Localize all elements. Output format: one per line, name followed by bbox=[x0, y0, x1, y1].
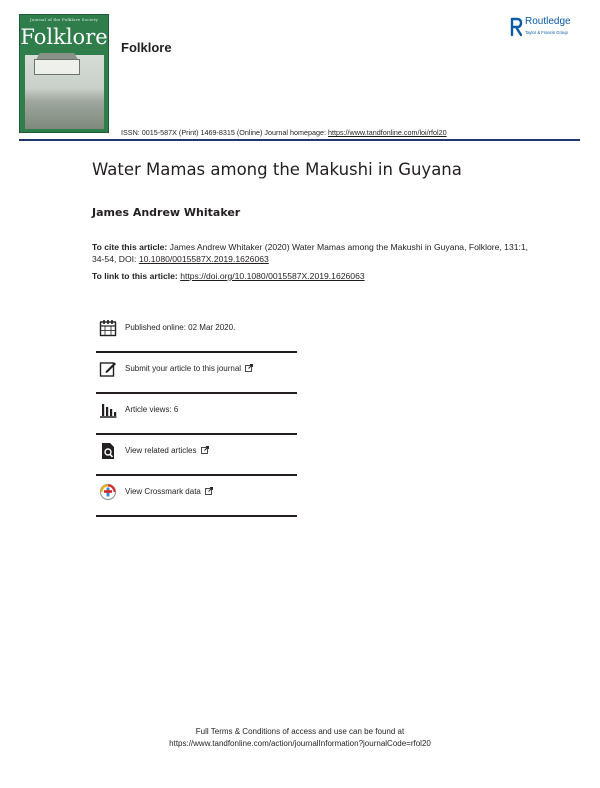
calendar-icon bbox=[99, 319, 117, 337]
article-title: Water Mamas among the Makushi in Guyana bbox=[92, 160, 462, 179]
article-views: Article views: 6 bbox=[125, 405, 179, 414]
related-articles-link[interactable] bbox=[125, 446, 209, 455]
issn-text: ISSN: 0015-587X (Print) 1469-8315 (Online) Journal homepage: bbox=[121, 128, 328, 137]
cite-label: To cite this article: bbox=[92, 242, 168, 252]
article-author: James Andrew Whitaker bbox=[92, 206, 241, 219]
published-date: Published online: 02 Mar 2020. bbox=[125, 323, 236, 332]
link-label: To link to this article: bbox=[92, 271, 181, 281]
submit-label: Submit your article to this journal bbox=[125, 364, 242, 373]
cover-house bbox=[34, 59, 80, 75]
routledge-logo-icon bbox=[510, 17, 523, 37]
article-link-line bbox=[92, 271, 365, 281]
citation-block bbox=[92, 241, 532, 265]
issn-line bbox=[121, 128, 447, 137]
article-url-link[interactable]: https://doi.org/10.1080/0015587X.2019.1626063 bbox=[180, 271, 365, 281]
publisher-name: Routledge bbox=[525, 16, 571, 27]
journal-name: Folklore bbox=[121, 40, 172, 55]
footer-terms-text: Full Terms & Conditions of access and use can be found at bbox=[195, 727, 405, 736]
crossmark-row[interactable] bbox=[96, 476, 297, 517]
journal-homepage-link[interactable]: https://www.tandfonline.com/loi/rfol20 bbox=[327, 128, 447, 137]
doi-link[interactable]: 10.1080/0015587X.2019.1626063 bbox=[138, 254, 269, 265]
search-document-icon bbox=[99, 442, 117, 460]
footer bbox=[0, 726, 600, 750]
related-row[interactable] bbox=[96, 435, 297, 476]
submit-row[interactable] bbox=[96, 353, 297, 394]
views-row bbox=[96, 394, 297, 435]
published-row bbox=[96, 312, 297, 353]
bar-chart-icon bbox=[99, 401, 117, 419]
related-label: View related articles bbox=[125, 446, 197, 455]
cover-top-text: Journal of the Folklore Society bbox=[29, 17, 98, 22]
crossmark-label: View Crossmark data bbox=[125, 487, 201, 496]
cover-title: Folklore bbox=[20, 25, 108, 49]
header-divider bbox=[19, 139, 580, 141]
footer-terms-link[interactable]: https://www.tandfonline.com/action/journalInformation?journalCode=rfol20 bbox=[169, 739, 431, 748]
article-info-list bbox=[96, 312, 297, 517]
external-link-icon bbox=[205, 487, 213, 495]
journal-cover-image bbox=[19, 14, 109, 133]
external-link-icon bbox=[245, 364, 253, 372]
publisher-tagline: Taylor & Francis Group bbox=[525, 30, 568, 35]
cite-text: James Andrew Whitaker (2020) Water Mamas among the Makushi in Guyana, Folklore, 131:1, 34-54, DOI: bbox=[92, 242, 529, 265]
external-link-icon bbox=[201, 446, 209, 454]
edit-icon bbox=[99, 360, 117, 378]
submit-article-link[interactable] bbox=[125, 364, 253, 373]
crossmark-link[interactable] bbox=[125, 487, 213, 496]
crossmark-icon bbox=[99, 483, 117, 501]
